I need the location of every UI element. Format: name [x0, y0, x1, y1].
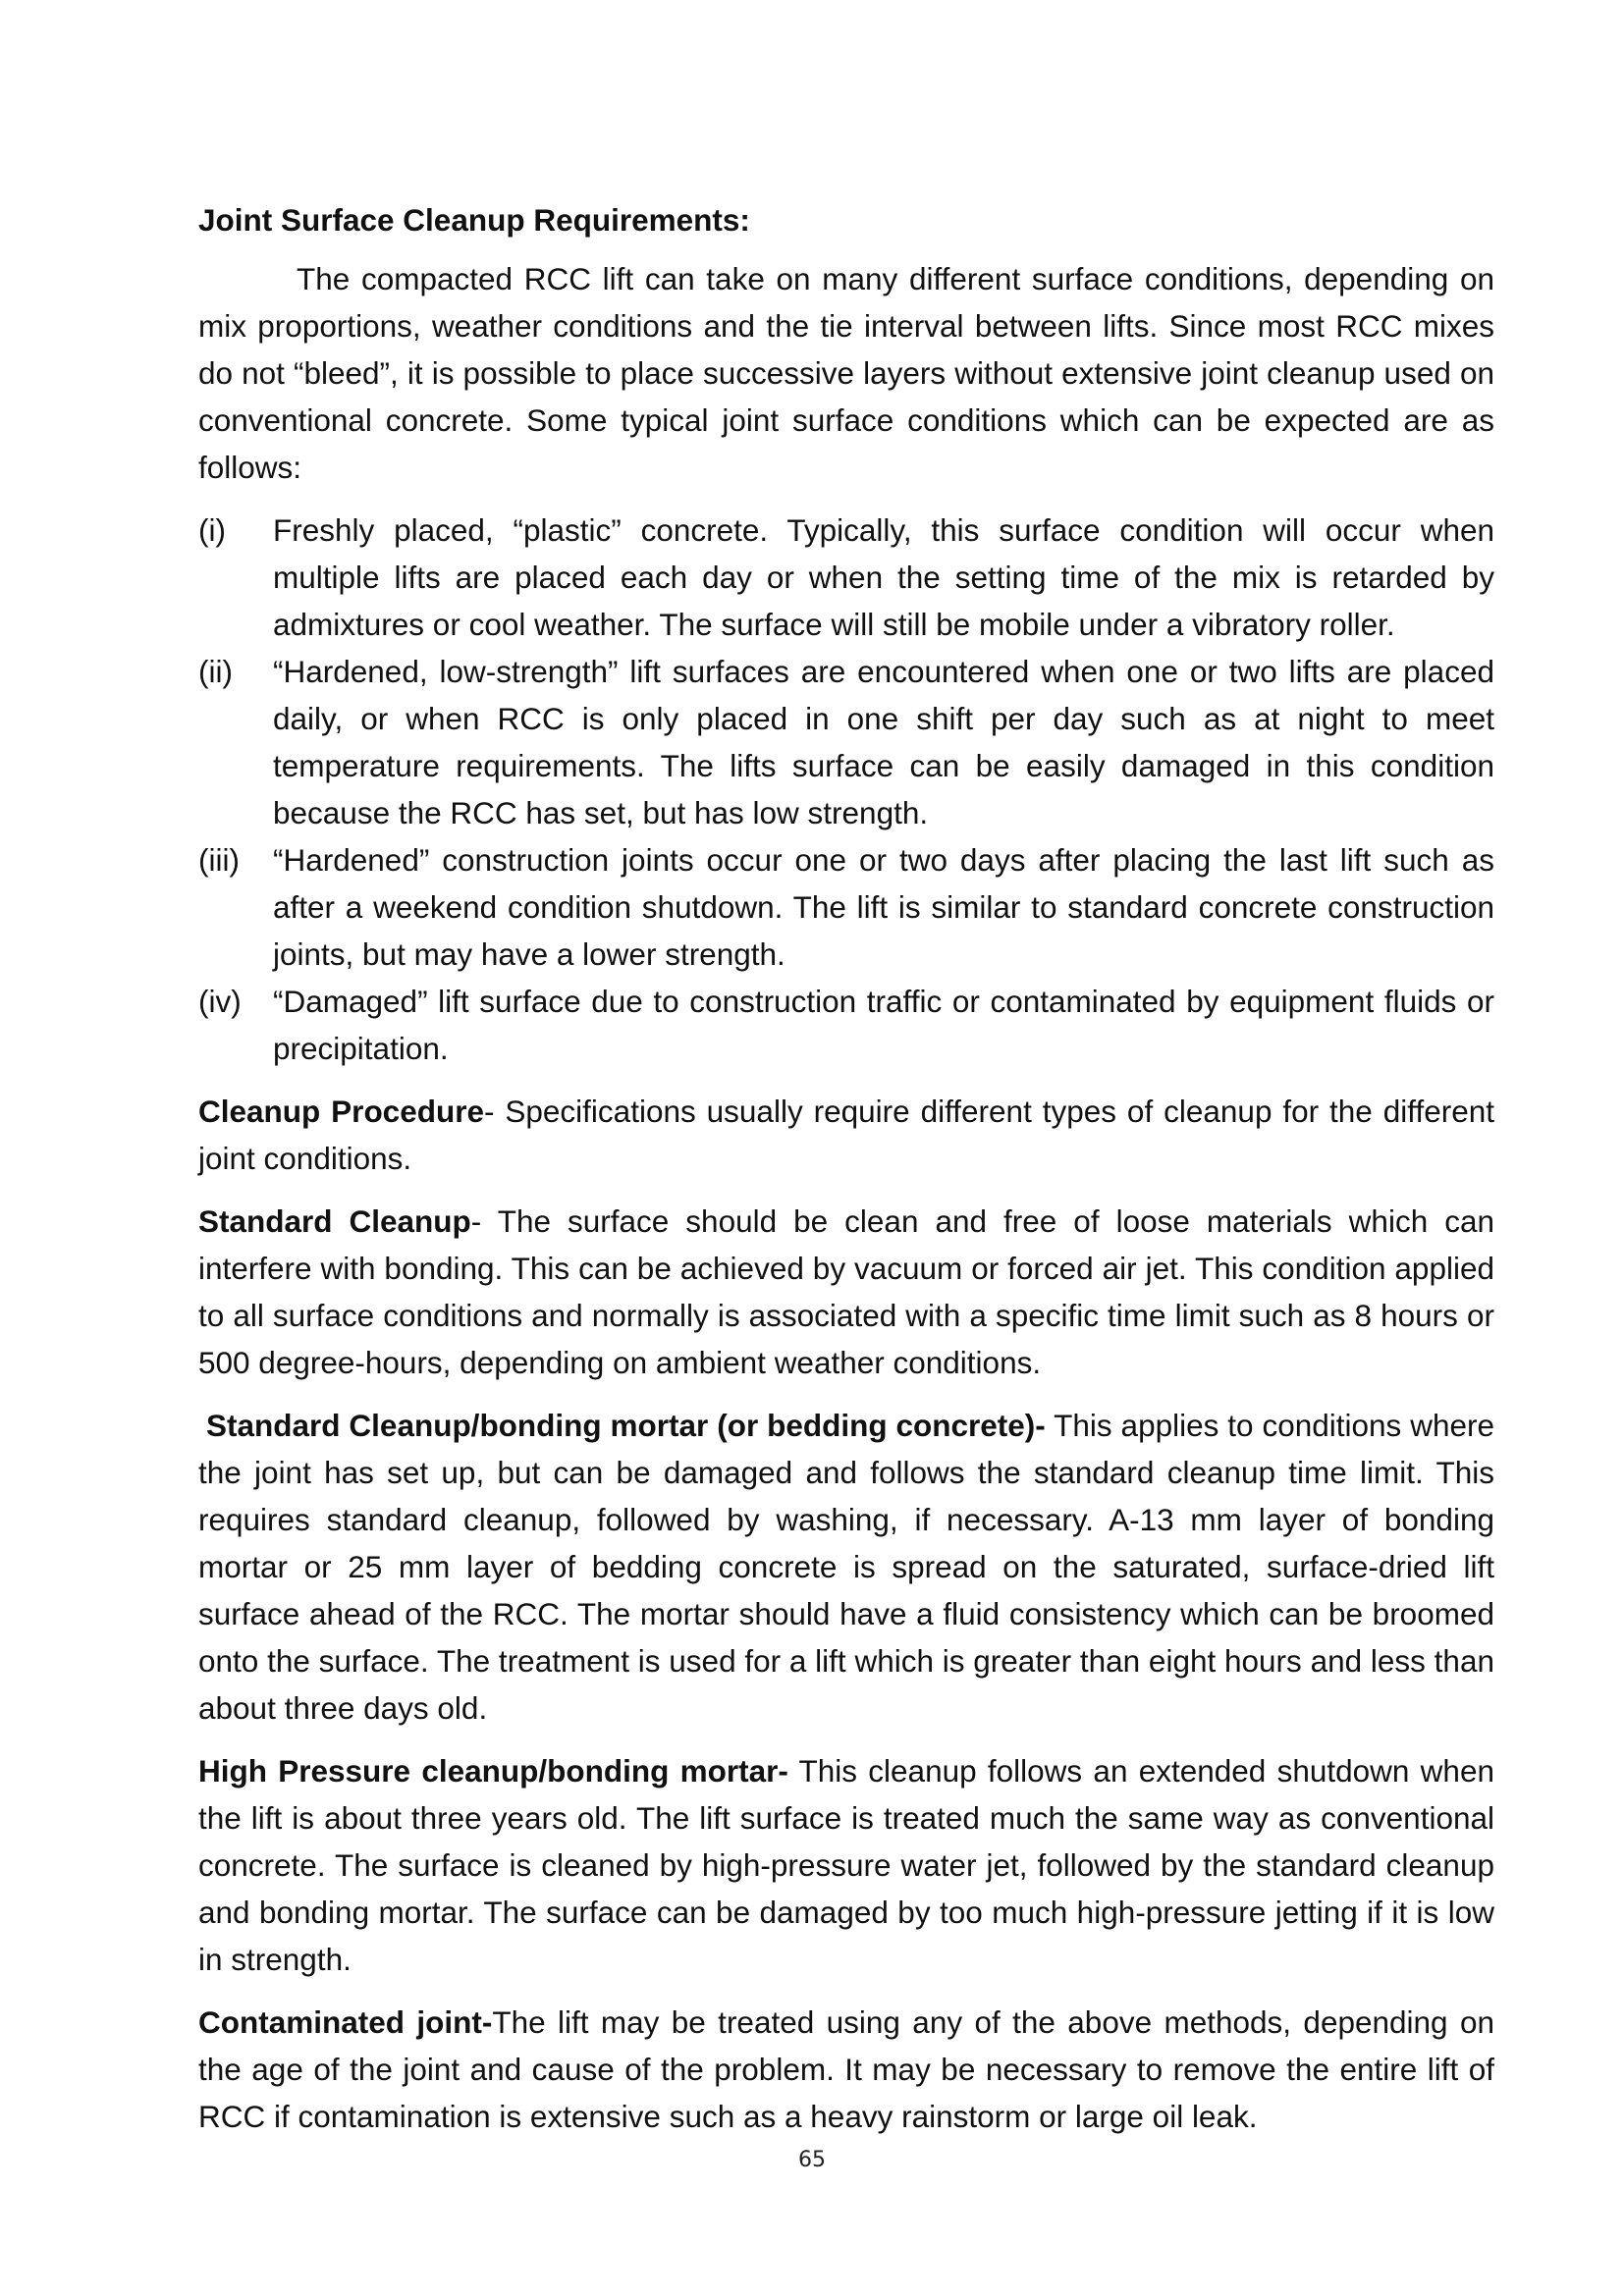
bonding-mortar-title: Standard Cleanup/bonding mortar (or bedding concrete)-	[206, 1408, 1046, 1443]
condition-item-4	[198, 978, 1494, 1072]
contaminated-joint-paragraph	[198, 1999, 1494, 2140]
condition-list	[198, 507, 1494, 1072]
section-heading: Joint Surface Cleanup Requirements:	[198, 202, 750, 238]
condition-text: “Hardened, low-strength” lift surfaces are encountered when one or two lifts are placed daily, or when RCC is only placed in one shift per day such as at night to meet temperature requirements. The lifts surface can be easily damaged in this condition because the RCC has set, but has low strength.	[273, 654, 1494, 830]
condition-number: (ii)	[198, 654, 233, 689]
condition-number: (i)	[198, 512, 226, 548]
high-pressure-text: This cleanup follows an extended shutdown when the lift is about three years old. The lift surface is treated much the same way as conventional concrete. The surface is cleaned by high-pressure water jet, followed by the standard cleanup and bonding mortar. The surface can be damaged by too much high-pressure jetting if it is low in strength.	[198, 1753, 1494, 1977]
contaminated-joint-text: The lift may be treated using any of the above methods, depending on the age of the joint and cause of the problem. It may be necessary to remove the entire lift of RCC if contamination is extensive such as a heavy rainstorm or large oil leak.	[198, 2004, 1494, 2134]
document-page	[198, 196, 1494, 2156]
standard-cleanup-text: - The surface should be clean and free of loose materials which can interfere with bonding. This can be achieved by vacuum or forced air jet. This condition applied to all surface conditions and normally is associated with a specific time limit such as 8 hours or 500 degree-hours, depending on ambient weather conditions.	[198, 1203, 1494, 1380]
intro-paragraph: The compacted RCC lift can take on many different surface conditions, depending on mix proportions, weather conditions and the tie interval between lifts. Since most RCC mixes do not “bleed”, it is possible to place successive layers without extensive joint cleanup used on conventional concrete. Some typical joint surface conditions which can be expected are as follows:	[198, 261, 1494, 485]
standard-cleanup-paragraph	[198, 1198, 1494, 1386]
condition-number: (iv)	[198, 984, 242, 1019]
high-pressure-title: High Pressure cleanup/bonding mortar-	[198, 1753, 788, 1789]
cleanup-procedure-paragraph	[198, 1088, 1494, 1182]
condition-item-1	[198, 507, 1494, 648]
condition-text: Freshly placed, “plastic” concrete. Typically, this surface condition will occur when multiple lifts are placed each day or when the setting time of the mix is retarded by admixtures or cool weather. The surface will still be mobile under a vibratory roller.	[273, 512, 1494, 642]
bonding-mortar-text: This applies to conditions where the joint has set up, but can be damaged and follows the standard cleanup time limit. This requires standard cleanup, followed by washing, if necessary. A-13 mm layer of bonding mortar or 25 mm layer of bedding concrete is spread on the saturated, surface-dried lift surface ahead of the RCC. The mortar should have a fluid consistency which can be broomed onto the surface. The treatment is used for a lift which is greater than eight hours and less than about three days old.	[198, 1408, 1494, 1726]
cleanup-procedure-text: - Specifications usually require different types of cleanup for the different joint conditions.	[198, 1094, 1494, 1176]
standard-cleanup-title: Standard Cleanup	[198, 1203, 471, 1239]
condition-number: (iii)	[198, 842, 240, 878]
bonding-mortar-paragraph	[198, 1402, 1494, 1732]
page-number: 65	[798, 2148, 826, 2172]
condition-text: “Hardened” construction joints occur one or two days after placing the last lift such as after a weekend condition shutdown. The lift is similar to standard concrete construction joints, but may have a lower strength.	[273, 842, 1494, 972]
condition-item-2	[198, 648, 1494, 836]
cleanup-procedure-title: Cleanup Procedure	[198, 1094, 484, 1129]
contaminated-joint-title: Contaminated joint-	[198, 2004, 493, 2040]
condition-item-3	[198, 836, 1494, 978]
condition-text: “Damaged” lift surface due to construction traffic or contaminated by equipment fluids or precipitation.	[273, 984, 1494, 1066]
high-pressure-paragraph	[198, 1747, 1494, 1983]
